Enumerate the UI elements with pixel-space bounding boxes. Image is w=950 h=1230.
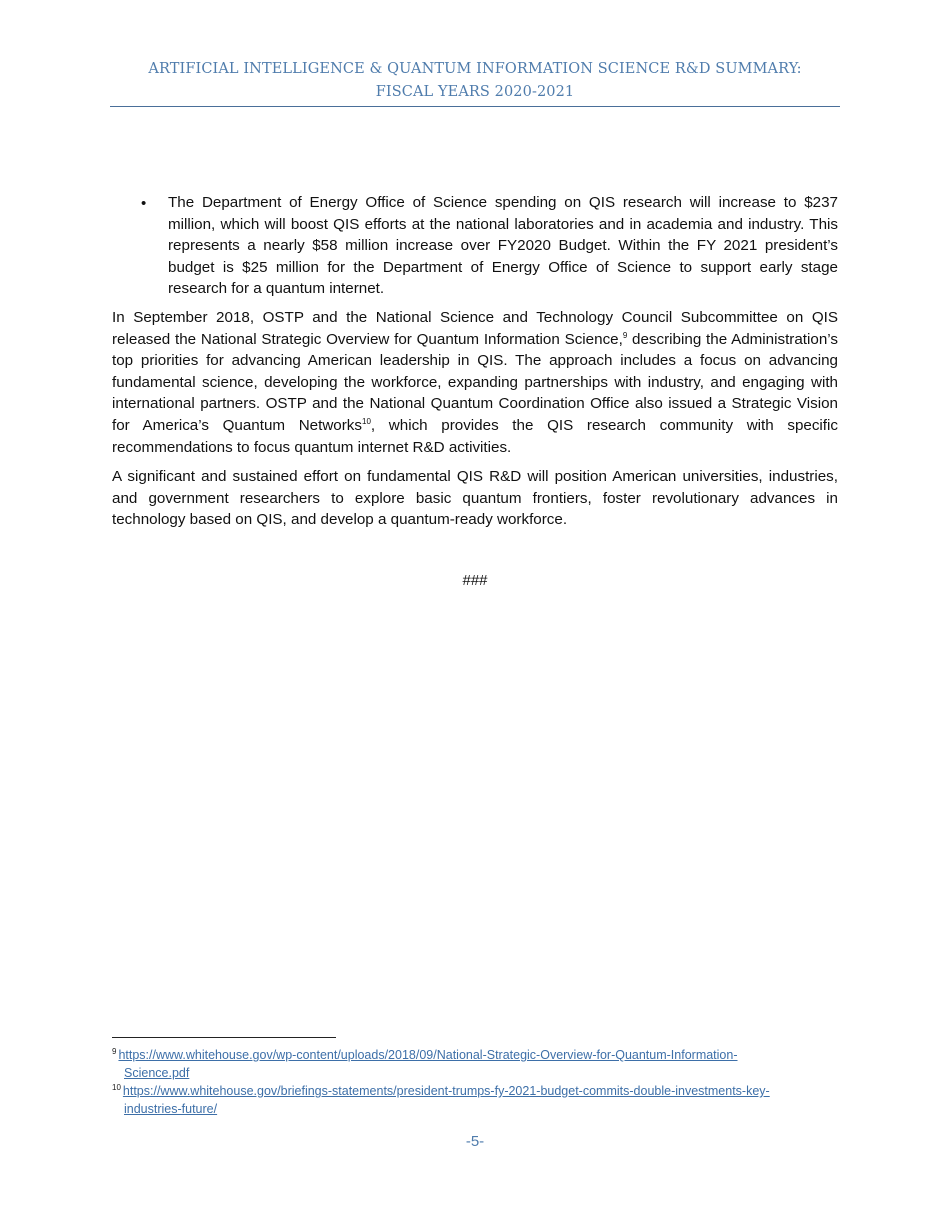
bullet-item-doe-spending: The Department of Energy Office of Science spending on QIS research will increase to $237 million, which will boost QIS efforts at the national laboratories and in academia and industry. This represents a nearly $58 million increase over FY2020 Budget. Within the FY 2021 president’s budget is $25 million for the Department of Energy Office of Science to support early stage research for a quantum internet. [168,194,838,298]
footnote-number: 10 [112,1082,121,1092]
end-of-document-mark: ### [462,572,488,589]
running-header [110,58,840,104]
footnote-link-line-2[interactable]: Science.pdf [124,1065,190,1080]
header-line-1: ARTIFICIAL INTELLIGENCE & QUANTUM INFORMATION SCIENCE R&D SUMMARY: [148,61,802,77]
page-number: -5- [465,1133,485,1150]
footnote-link-9[interactable] [112,1048,822,1082]
footnote-number: 9 [112,1046,117,1056]
footnote-link-line-1[interactable]: https://www.whitehouse.gov/wp-content/uploads/2018/09/National-Strategic-Overview-for-Quantum-Information- [118,1048,738,1062]
footnote-link-line-2[interactable]: industries-future/ [124,1101,218,1116]
footnote-reference-10[interactable]: 10 [362,416,371,426]
footnote-link-line-1[interactable]: https://www.whitehouse.gov/briefings-statements/president-trumps-fy-2021-budget-commits-double-investments-key- [122,1084,770,1098]
footnote-link-10[interactable] [112,1084,822,1118]
paragraph-text: , which provides the QIS research community with specific recommendations to focus quantum internet R&D activities. [112,416,838,456]
paragraph-text: describing the Administration’s top priorities for advancing American leadership in QIS. The approach includes a focus on advancing fundamental science, developing the workforce, expanding partnerships with industry, and engaging with international partners. OSTP and the National Quantum Coordination Office also issued a Strategic Vision for America’s Quantum Networks [112,330,838,434]
footnote-9 [112,1047,822,1082]
footnote-divider [112,1037,336,1038]
paragraph-conclusion: A significant and sustained effort on fundamental QIS R&D will position American universities, industries, and government researchers to explore basic quantum frontiers, foster revolutionary advances in technology based on QIS, and develop a quantum-ready workforce. [112,468,838,529]
bullet-marker: • [141,195,147,212]
footnote-10 [112,1083,822,1118]
paragraph-strategic-overview [112,307,838,458]
header-divider [110,106,840,107]
footnote-reference-9[interactable]: 9 [622,330,628,340]
paragraph-text: In September 2018, OSTP and the National Science and Technology Council Subcommittee on QIS released the National Strategic Overview for Quantum Information Science, [112,309,838,348]
header-line-2: FISCAL YEARS 2020-2021 [375,84,575,100]
